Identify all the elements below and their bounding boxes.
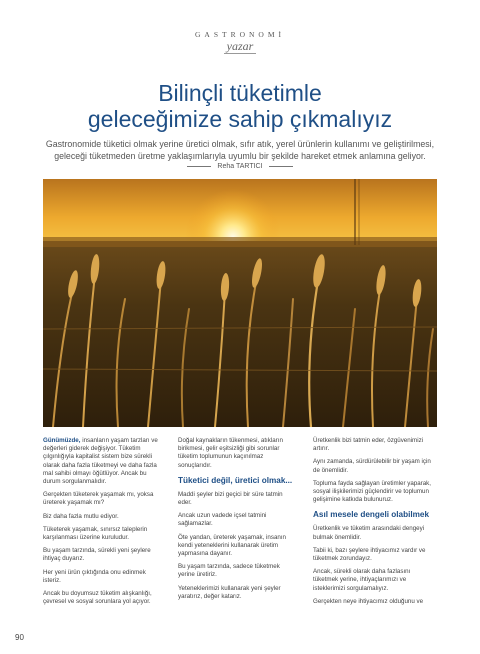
- paragraph-text: insanların yaşam tarzları ve değerleri giderek değişiyor. Tüketim çılgınlığıyla kapitalist sistem bize sürekli olarak daha fazla tüketmeyi ve daha fazla mal sahibi olmayı öğütlüyor. Ancak bu durum sorgulanmalıdır.: [43, 437, 158, 486]
- magazine-section-kicker: GASTRONOMİ: [194, 30, 285, 39]
- section-label: yazar: [226, 39, 254, 53]
- paragraph: Biz daha fazla mutlu ediyor.: [43, 512, 119, 520]
- paragraph: Bu yaşam tarzında, sürekli yeni şeylere ihtiyaç duyarız.: [43, 547, 151, 563]
- section-divider: [224, 53, 256, 54]
- paragraph: Gerçekten tüketerek yaşamak mı, yoksa üreterek yaşamak mı?: [43, 491, 154, 507]
- paragraph: Tüketerek yaşamak, sınırsız taleplerin karşılanması üzerine kuruludur.: [43, 525, 148, 542]
- paragraph: Doğal kaynakların tükenmesi, atıkların birikmesi, gelir eşitsizliği gibi sorunlar tüketim toplumunun kaçınılmaz sonuçlarıdır.: [178, 437, 283, 469]
- paragraph: Ancak uzun vadede içsel tatmini sağlamazlar.: [178, 512, 267, 528]
- paragraph: Ancak bu doyumsuz tüketim alışkanlığı, çevresel ve sosyal sorunlara yol açıyor.: [43, 590, 152, 606]
- paragraph: Öte yandan, üreterek yaşamak, insanın kendi yeteneklerini kullanarak üretim yapmasına dayanır.: [178, 533, 286, 558]
- article-lede: Gastronomide tüketici olmak yerine üretici olmak, sıfır atık, yerel ürünlerin kullanımı ve geliştirilmesi, geleceği tüketmeden üretme yaklaşımlarıyla uyumlu bir şekilde hareket etmek anlamına geliyor.: [45, 139, 435, 161]
- subheading: Tüketici değil, üretici olmak...: [178, 475, 293, 485]
- article-column-2: [178, 437, 296, 606]
- paragraph: Her yeni ürün çıktığında onu edinmek isteriz.: [43, 568, 146, 584]
- article-column-3: [313, 437, 431, 611]
- byline: [0, 163, 480, 170]
- article-column-1: [43, 437, 161, 611]
- paragraph: Üretkenlik ve tüketim arasındaki dengeyi bulmak önemlidir.: [313, 525, 425, 541]
- byline-dash-right: [269, 166, 293, 167]
- paragraph: Gerçekten neye ihtiyacımız olduğunu ve: [313, 597, 424, 605]
- paragraph: Yeteneklerimizi kullanarak yeni şeyler yaratırız, değer katarız.: [178, 584, 281, 600]
- author-name: Reha TARTICI: [217, 163, 263, 170]
- byline-dash-left: [187, 166, 211, 167]
- paragraph: Üretkenlik bizi tatmin eder, özgüvenimizi artırır.: [313, 437, 424, 453]
- paragraph: Bu yaşam tarzında, sadece tüketmek yerine üretiriz.: [178, 563, 280, 579]
- paragraph: Aynı zamanda, sürdürülebilir bir yaşam için de önemlidir.: [313, 458, 431, 474]
- title-line-1: Bilinçli tüketimle: [158, 80, 322, 106]
- paragraph: Tabii ki, bazı şeylere ihtiyacımız vardır ve tüketmek zorundayız.: [313, 546, 426, 563]
- paragraph: [43, 437, 161, 486]
- photo-illustration: [43, 179, 437, 427]
- paragraph: Topluma fayda sağlayan üretimler yaparak, sosyal ilişkilerimizi güçlendirir ve toplumun gelişimine katkıda bulunuruz.: [313, 479, 431, 504]
- paragraph: Ancak, sürekli olarak daha fazlasını tüketmek yerine, ihtiyaçlarımızı ve isteklerimizi sorgulamalıyız.: [313, 568, 411, 592]
- wheat-field-sunset-photo: [43, 179, 437, 427]
- paragraph: Maddi şeyler bizi geçici bir süre tatmin eder.: [178, 490, 283, 507]
- title-line-2: geleceğimize sahip çıkmalıyız: [87, 106, 393, 132]
- page-number: 90: [15, 633, 24, 642]
- lead-word: Günümüzde,: [43, 437, 81, 444]
- subheading: Asıl mesele dengeli olabilmek: [313, 510, 430, 520]
- article-title: [0, 80, 480, 132]
